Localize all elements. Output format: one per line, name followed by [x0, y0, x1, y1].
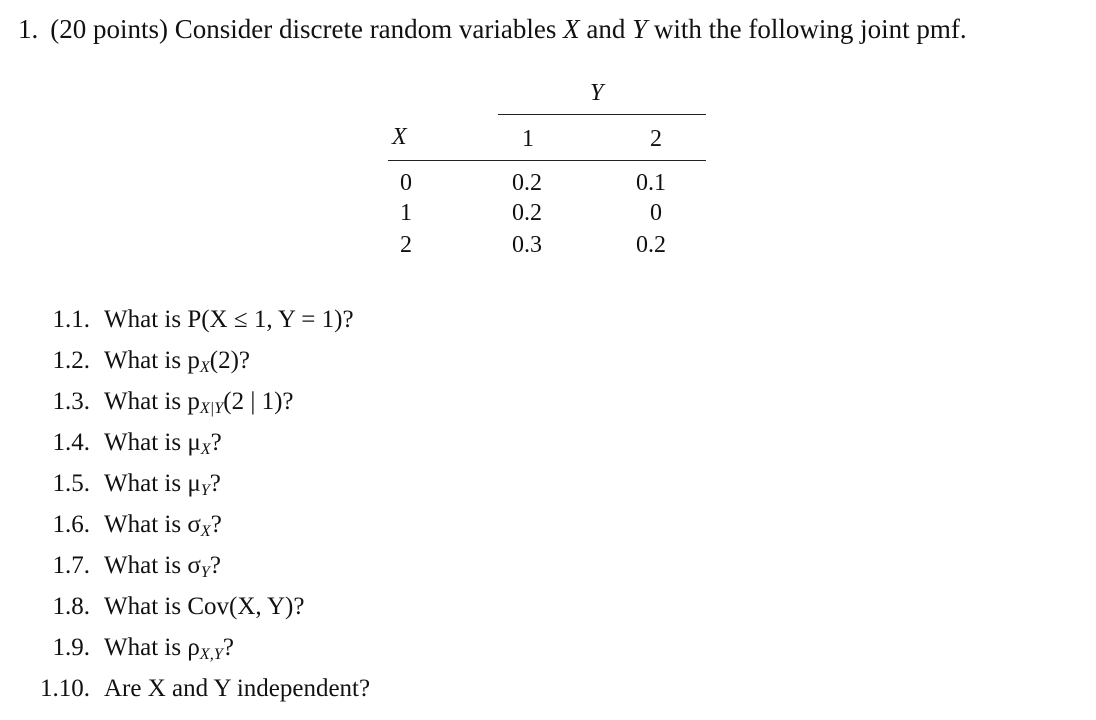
question-number: 1.7. [52, 552, 90, 579]
question-text: What is p [104, 347, 200, 374]
header-rule [388, 160, 706, 161]
question-text: ? [209, 552, 221, 579]
question-text: What is ρ [104, 634, 200, 661]
col-header: 2 [650, 126, 662, 152]
question-text: ? [222, 634, 234, 661]
question-subscript: Y [200, 563, 210, 582]
pmf-cell: 0.2 [636, 232, 666, 258]
problem-points: (20 points) [50, 14, 168, 44]
question-number: 1.2. [52, 347, 90, 374]
question-text: What is Cov(X, Y)? [104, 593, 305, 620]
variable-y: Y [632, 14, 648, 44]
question-item [0, 347, 250, 377]
pmf-cell: 0.2 [512, 170, 542, 196]
question-text: ? [210, 511, 222, 538]
row-header-x: X [392, 124, 407, 150]
question-text: What is μ [104, 470, 201, 497]
pmf-cell: 0.2 [512, 200, 542, 226]
question-item [0, 306, 354, 334]
question-number: 1.1. [52, 306, 90, 333]
question-subscript: X [200, 522, 211, 541]
question-text: ? [209, 470, 221, 497]
question-subscript: X|Y [199, 399, 224, 418]
problem-heading [18, 14, 967, 45]
question-text: What is σ [104, 511, 201, 538]
row-x-value: 1 [400, 200, 412, 226]
question-text: What is μ [104, 429, 201, 456]
question-text: What is P(X ≤ 1, Y = 1)? [104, 306, 354, 333]
question-text: (2 | 1)? [223, 388, 294, 415]
pmf-cell: 0.3 [512, 232, 542, 258]
question-text: What is p [104, 388, 200, 415]
question-number: 1.3. [52, 388, 90, 415]
pmf-cell: 0 [650, 200, 662, 226]
question-text: Are X and Y independent? [104, 675, 371, 702]
question-number: 1.8. [52, 593, 90, 620]
question-item [0, 593, 304, 621]
problem-number: 1. [18, 14, 39, 44]
question-number: 1.6. [52, 511, 90, 538]
question-number: 1.10. [40, 675, 90, 702]
question-subscript: X,Y [199, 645, 223, 664]
question-subscript: Y [200, 481, 210, 500]
question-text: (2)? [209, 347, 251, 374]
col-header: 1 [522, 126, 534, 152]
question-number: 1.4. [52, 429, 90, 456]
question-subscript: X [199, 358, 210, 377]
problem-text-and: and [586, 14, 626, 44]
question-number: 1.9. [52, 634, 90, 661]
question-number: 1.5. [52, 470, 90, 497]
row-x-value: 0 [400, 170, 412, 196]
question-item [0, 429, 222, 459]
joint-pmf-table [388, 76, 706, 266]
question-item [0, 470, 221, 500]
col-group-label: Y [590, 80, 604, 106]
question-item [0, 634, 234, 664]
problem-text-part: Consider discrete random variables [174, 14, 557, 44]
question-text: What is σ [104, 552, 201, 579]
problem-text-part: with the following joint pmf. [653, 14, 967, 44]
question-text: ? [210, 429, 222, 456]
question-item [0, 511, 222, 541]
question-subscript: X [200, 440, 211, 459]
question-item [0, 552, 221, 582]
pmf-cell: 0.1 [636, 170, 666, 196]
question-item [0, 675, 370, 703]
group-rule [498, 114, 706, 115]
variable-x: X [563, 14, 580, 44]
row-x-value: 2 [400, 232, 412, 258]
question-item [0, 388, 294, 418]
